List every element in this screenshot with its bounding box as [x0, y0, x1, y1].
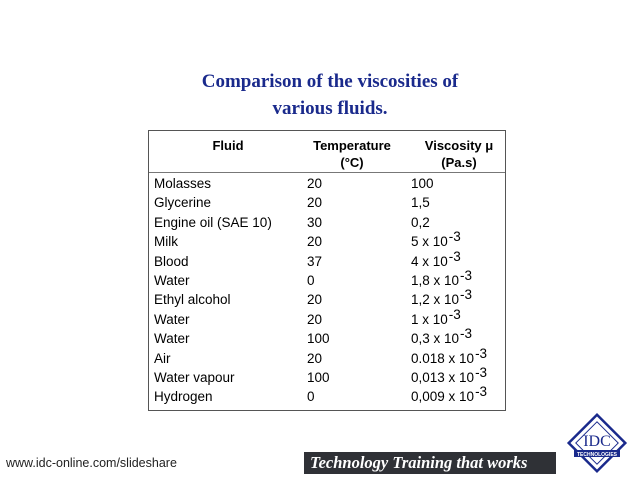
table-row — [149, 384, 505, 407]
cell-viscosity — [411, 287, 473, 308]
cell-viscosity — [411, 215, 430, 230]
cell-fluid: Water — [154, 272, 190, 288]
cell-viscosity-value: 1 x 10 — [411, 311, 448, 327]
cell-viscosity-value: 1,2 x 10 — [411, 292, 460, 308]
cell-viscosity-value: 0.018 x 10 — [411, 350, 475, 366]
header-viscosity-line1: Viscosity μ — [424, 138, 494, 153]
cell-viscosity-value: 0,009 x 10 — [411, 389, 475, 405]
cell-fluid: Molasses — [154, 176, 212, 191]
cell-temperature: 0 — [307, 272, 315, 288]
table-row — [149, 326, 505, 349]
cell-viscosity-value: 0,3 x 10 — [411, 331, 460, 347]
cell-viscosity-value: 5 x 10 — [411, 234, 448, 250]
cell-temperature: 20 — [307, 234, 323, 250]
cell-viscosity — [411, 229, 461, 250]
cell-viscosity-exponent: -3 — [448, 248, 461, 264]
cell-fluid: Engine oil (SAE 10) — [154, 214, 272, 230]
cell-viscosity-exponent: -3 — [448, 229, 461, 245]
cell-fluid: Air — [154, 350, 171, 366]
cell-viscosity-exponent: -3 — [460, 267, 473, 283]
cell-temperature: 30 — [307, 214, 323, 230]
cell-viscosity — [411, 248, 461, 269]
cell-fluid: Glycerine — [154, 195, 212, 211]
slide-title-line2: various fluids. — [272, 98, 388, 119]
cell-viscosity — [411, 267, 473, 288]
footer-url: www.idc-online.com/slideshare — [6, 456, 177, 470]
table-body — [149, 175, 505, 408]
cell-fluid: Water — [154, 311, 190, 327]
cell-temperature: 100 — [307, 369, 330, 385]
cell-temperature: 20 — [307, 292, 323, 308]
cell-temperature: 37 — [307, 253, 323, 269]
table-row — [149, 364, 505, 388]
cell-viscosity-exponent: -3 — [460, 287, 473, 303]
header-temperature-line2: (°C) — [340, 155, 364, 170]
header-viscosity-line2: (Pa.s) — [441, 155, 477, 170]
header-viscosity — [411, 137, 507, 171]
slide-title — [140, 68, 520, 122]
cell-viscosity — [411, 345, 488, 366]
table-row — [149, 345, 505, 369]
cell-fluid: Water vapour — [154, 369, 235, 385]
cell-viscosity-exponent: -3 — [460, 326, 473, 342]
cell-viscosity — [411, 384, 488, 405]
table-row — [149, 267, 505, 291]
logo-text-sub: TECHNOLOGIES — [576, 452, 618, 458]
cell-viscosity — [411, 195, 430, 210]
logo-text-main: IDC — [583, 433, 611, 450]
table-row — [149, 175, 505, 194]
cell-viscosity-value: 1,5 — [411, 195, 430, 211]
header-temperature-line1: Temperature — [313, 138, 391, 153]
cell-temperature: 100 — [307, 331, 330, 347]
cell-viscosity — [411, 176, 434, 191]
table-row — [149, 248, 505, 272]
tagline-banner: Technology Training that works — [304, 452, 556, 474]
idc-logo — [562, 408, 632, 478]
cell-temperature: 20 — [307, 311, 323, 327]
cell-temperature: 20 — [307, 176, 323, 191]
cell-fluid: Ethyl alcohol — [154, 292, 231, 308]
cell-viscosity — [411, 326, 473, 347]
cell-viscosity-exponent: -3 — [475, 364, 488, 380]
cell-temperature: 20 — [307, 195, 323, 211]
cell-temperature: 0 — [307, 389, 315, 405]
cell-fluid: Milk — [154, 234, 178, 250]
table-row — [149, 306, 505, 330]
cell-fluid: Blood — [154, 253, 189, 269]
cell-viscosity — [411, 364, 488, 385]
cell-fluid: Water — [154, 331, 190, 347]
table-header — [149, 131, 505, 173]
cell-viscosity-exponent: -3 — [475, 384, 488, 400]
header-fluid — [149, 137, 307, 154]
cell-viscosity — [411, 306, 461, 327]
cell-temperature: 20 — [307, 350, 323, 366]
cell-viscosity-exponent: -3 — [475, 345, 488, 361]
cell-viscosity-exponent: -3 — [448, 306, 461, 322]
cell-viscosity-value: 0,013 x 10 — [411, 369, 475, 385]
cell-viscosity-value: 1,8 x 10 — [411, 272, 460, 288]
cell-viscosity-value: 4 x 10 — [411, 253, 448, 269]
header-fluid-label: Fluid — [212, 138, 244, 153]
slide-title-line1: Comparison of the viscosities of — [201, 71, 459, 92]
cell-fluid: Hydrogen — [154, 389, 213, 405]
cell-viscosity-value: 100 — [411, 176, 434, 191]
cell-viscosity-value: 0,2 — [411, 214, 430, 230]
table-row — [149, 194, 505, 213]
header-temperature — [299, 137, 405, 171]
viscosity-table — [148, 130, 506, 411]
